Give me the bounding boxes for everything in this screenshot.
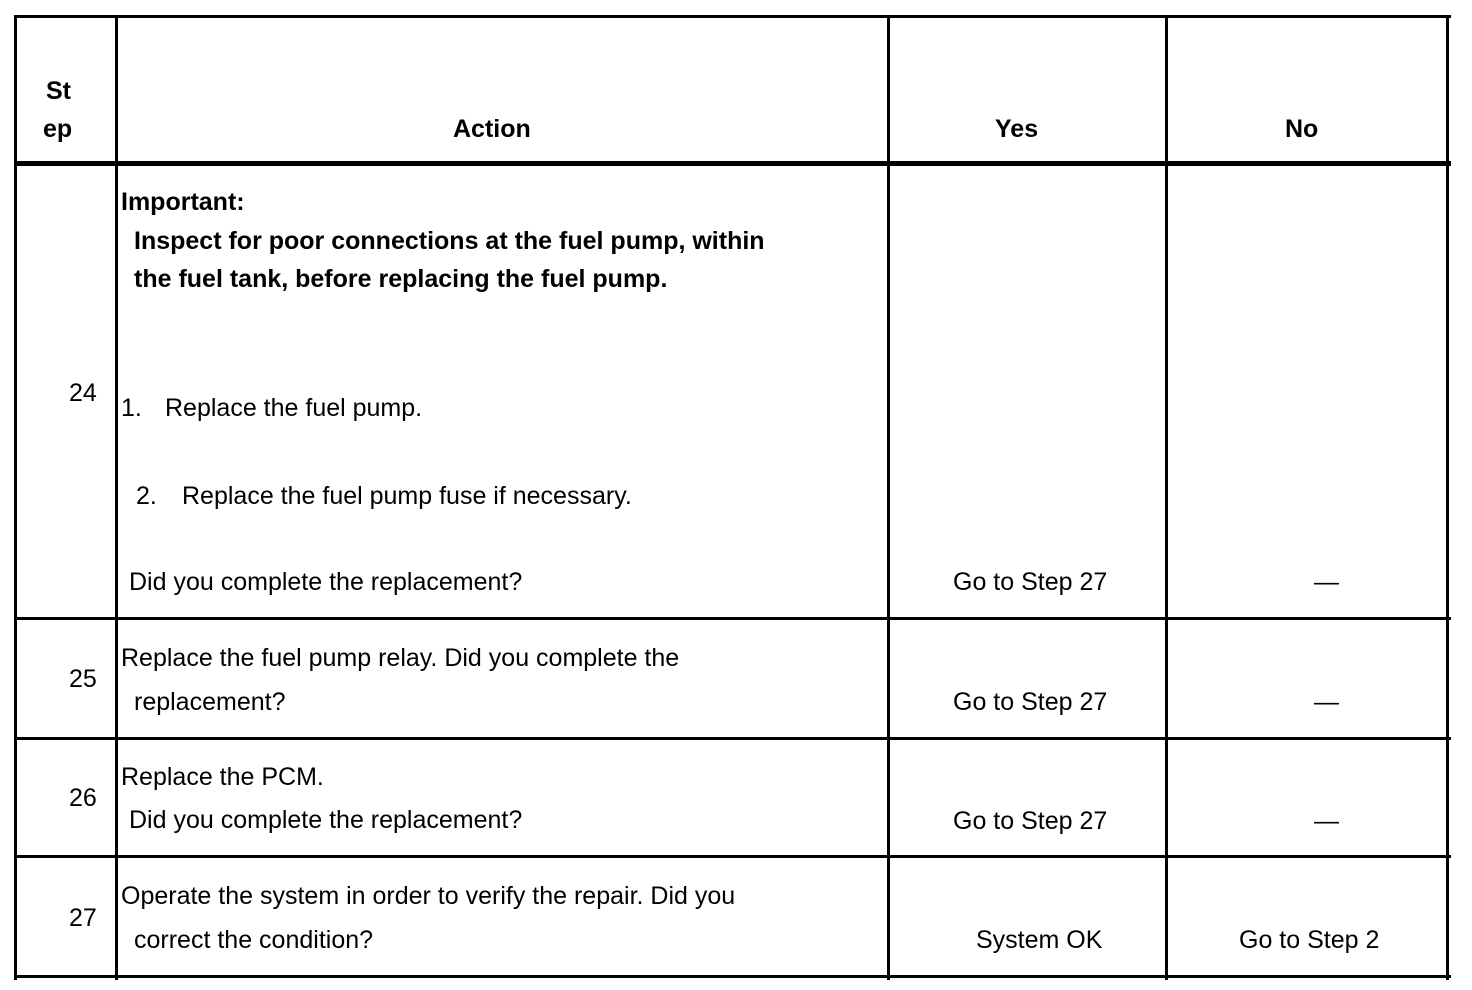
col-border-step (115, 15, 118, 980)
action-text-line1: Replace the PCM. (121, 763, 324, 791)
row-divider-24 (14, 617, 1451, 620)
row-divider-27 (14, 975, 1451, 978)
no-cell: — (1314, 807, 1339, 835)
header-step-line1: St (46, 77, 71, 105)
header-divider (14, 161, 1451, 166)
no-cell: Go to Step 2 (1239, 926, 1380, 954)
important-label: Important: (121, 188, 245, 216)
step-number: 26 (69, 784, 97, 812)
col-border-left (14, 15, 17, 980)
step-number: 24 (69, 379, 97, 407)
list-item-text: Replace the fuel pump. (165, 394, 423, 422)
col-border-yes (1165, 15, 1168, 980)
no-cell: — (1314, 688, 1339, 716)
table-top-border (14, 15, 1451, 18)
col-border-action (887, 15, 890, 980)
action-text-line1: Operate the system in order to verify the repair. Did you (121, 882, 736, 910)
yes-cell: System OK (976, 926, 1103, 954)
action-text-line2: replacement? (134, 688, 286, 716)
row-divider-25 (14, 737, 1451, 740)
list-item-text: Replace the fuel pump fuse if necessary. (182, 482, 632, 510)
yes-cell: Go to Step 27 (953, 688, 1108, 716)
header-yes: Yes (995, 115, 1039, 143)
row-divider-26 (14, 855, 1451, 858)
step-number: 27 (69, 904, 97, 932)
action-text-line2: Did you complete the replacement? (129, 806, 523, 834)
yes-cell: Go to Step 27 (953, 568, 1108, 596)
header-action: Action (453, 115, 531, 143)
list-item-number: 2. (136, 482, 157, 510)
header-no: No (1285, 115, 1319, 143)
col-border-right (1446, 15, 1449, 980)
yes-cell: Go to Step 27 (953, 807, 1108, 835)
header-step-line2: ep (43, 115, 73, 143)
important-text-line2: the fuel tank, before replacing the fuel pump. (134, 265, 668, 293)
no-cell: — (1314, 568, 1339, 596)
action-text-line1: Replace the fuel pump relay. Did you complete the (121, 644, 680, 672)
list-item-number: 1. (121, 394, 142, 422)
important-text-line1: Inspect for poor connections at the fuel pump, within (134, 227, 765, 255)
action-text-line2: correct the condition? (134, 926, 374, 954)
question-text: Did you complete the replacement? (129, 568, 523, 596)
step-number: 25 (69, 665, 97, 693)
